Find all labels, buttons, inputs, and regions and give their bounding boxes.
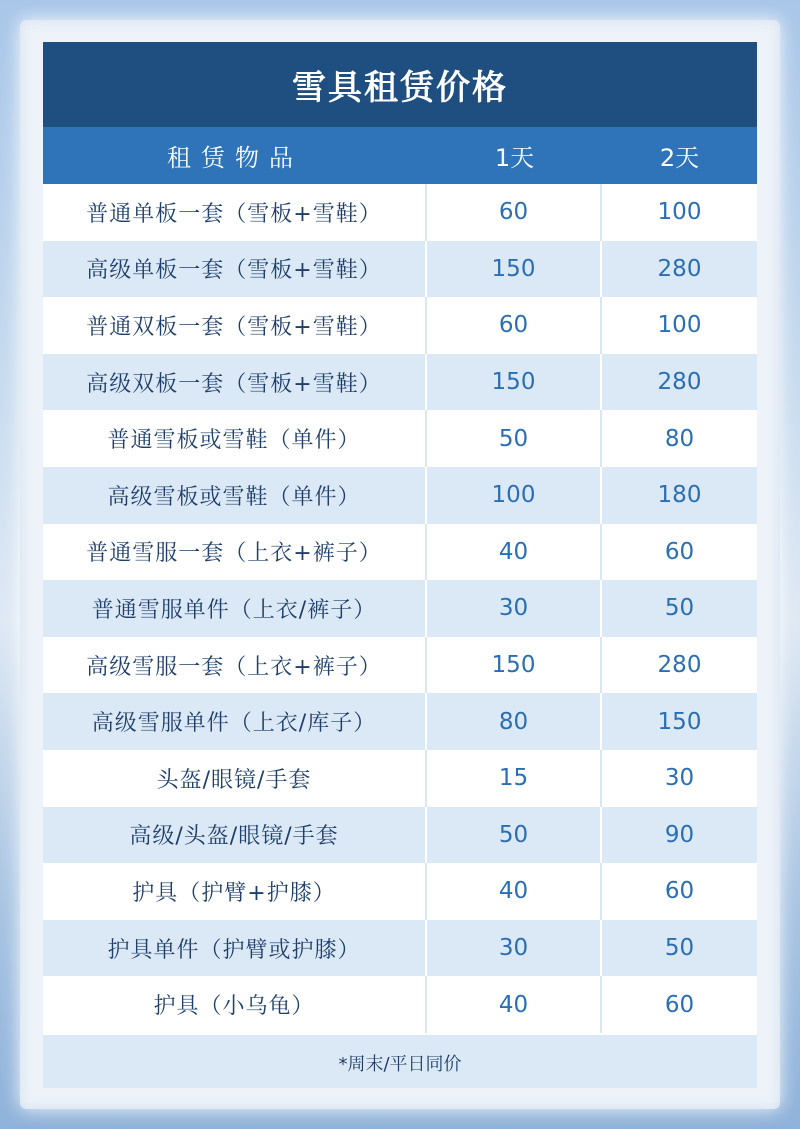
footnote: *周末/平日同价 [43,1033,757,1088]
item-cell: 普通双板一套（雪板+雪鞋） [43,297,427,354]
table-row [43,920,757,977]
price-2day-cell: 90 [664,821,695,848]
price-2day-cell: 50 [664,935,695,962]
header-day1: 1天 [494,144,535,172]
price-1day-cell: 100 [427,467,602,524]
price-2day-cell: 100 [657,199,702,226]
price-2day-cell: 60 [664,878,695,905]
price-1day-cell: 150 [427,241,602,298]
price-1day-cell: 150 [427,637,602,694]
price-1day-cell: 30 [427,920,602,977]
price-2day-cell: 150 [657,708,702,735]
table-body [43,184,757,1033]
item-cell: 高级雪服一套（上衣+裤子） [43,637,427,694]
price-1day-cell: 60 [427,184,602,241]
price-2day-cell: 100 [657,312,702,339]
price-2day-cell: 60 [664,991,695,1018]
price-1day-cell: 80 [427,693,602,750]
table-row [43,467,757,524]
table-row [43,863,757,920]
item-cell: 普通雪服一套（上衣+裤子） [43,524,427,581]
price-2day-cell: 180 [657,482,702,509]
table-row [43,297,757,354]
table-row [43,807,757,864]
price-1day-cell: 30 [427,580,602,637]
price-table [43,42,757,1088]
item-cell: 护具（护臂+护膝） [43,863,427,920]
table-row [43,241,757,298]
table-row [43,524,757,581]
header-row [43,127,757,184]
item-cell: 高级雪服单件（上衣/库子） [43,693,427,750]
price-2day-cell: 280 [657,652,702,679]
table-row [43,580,757,637]
table-row [43,410,757,467]
price-2day-cell: 80 [664,425,695,452]
item-cell: 高级雪板或雪鞋（单件） [43,467,427,524]
item-cell: 普通单板一套（雪板+雪鞋） [43,184,427,241]
price-1day-cell: 40 [427,524,602,581]
price-1day-cell: 50 [427,807,602,864]
item-cell: 护具单件（护臂或护膝） [43,920,427,977]
header-day2: 2天 [659,144,700,172]
table-row [43,693,757,750]
table-row [43,637,757,694]
price-1day-cell: 60 [427,297,602,354]
price-2day-cell: 30 [664,765,695,792]
item-cell: 护具（小乌龟） [43,976,427,1033]
header-item: 租赁物品 [167,144,303,172]
price-2day-cell: 60 [664,538,695,565]
price-1day-cell: 150 [427,354,602,411]
item-cell: 高级双板一套（雪板+雪鞋） [43,354,427,411]
item-cell: 高级单板一套（雪板+雪鞋） [43,241,427,298]
table-row [43,976,757,1033]
item-cell: 普通雪服单件（上衣/裤子） [43,580,427,637]
item-cell: 普通雪板或雪鞋（单件） [43,410,427,467]
item-cell: 头盔/眼镜/手套 [43,750,427,807]
table-row [43,354,757,411]
price-1day-cell: 50 [427,410,602,467]
table-row [43,184,757,241]
price-2day-cell: 280 [657,369,702,396]
table-title: 雪具租赁价格 [43,42,757,127]
table-row [43,750,757,807]
item-cell: 高级/头盔/眼镜/手套 [43,807,427,864]
price-1day-cell: 40 [427,863,602,920]
price-1day-cell: 40 [427,976,602,1033]
price-2day-cell: 280 [657,255,702,282]
price-1day-cell: 15 [427,750,602,807]
price-2day-cell: 50 [664,595,695,622]
